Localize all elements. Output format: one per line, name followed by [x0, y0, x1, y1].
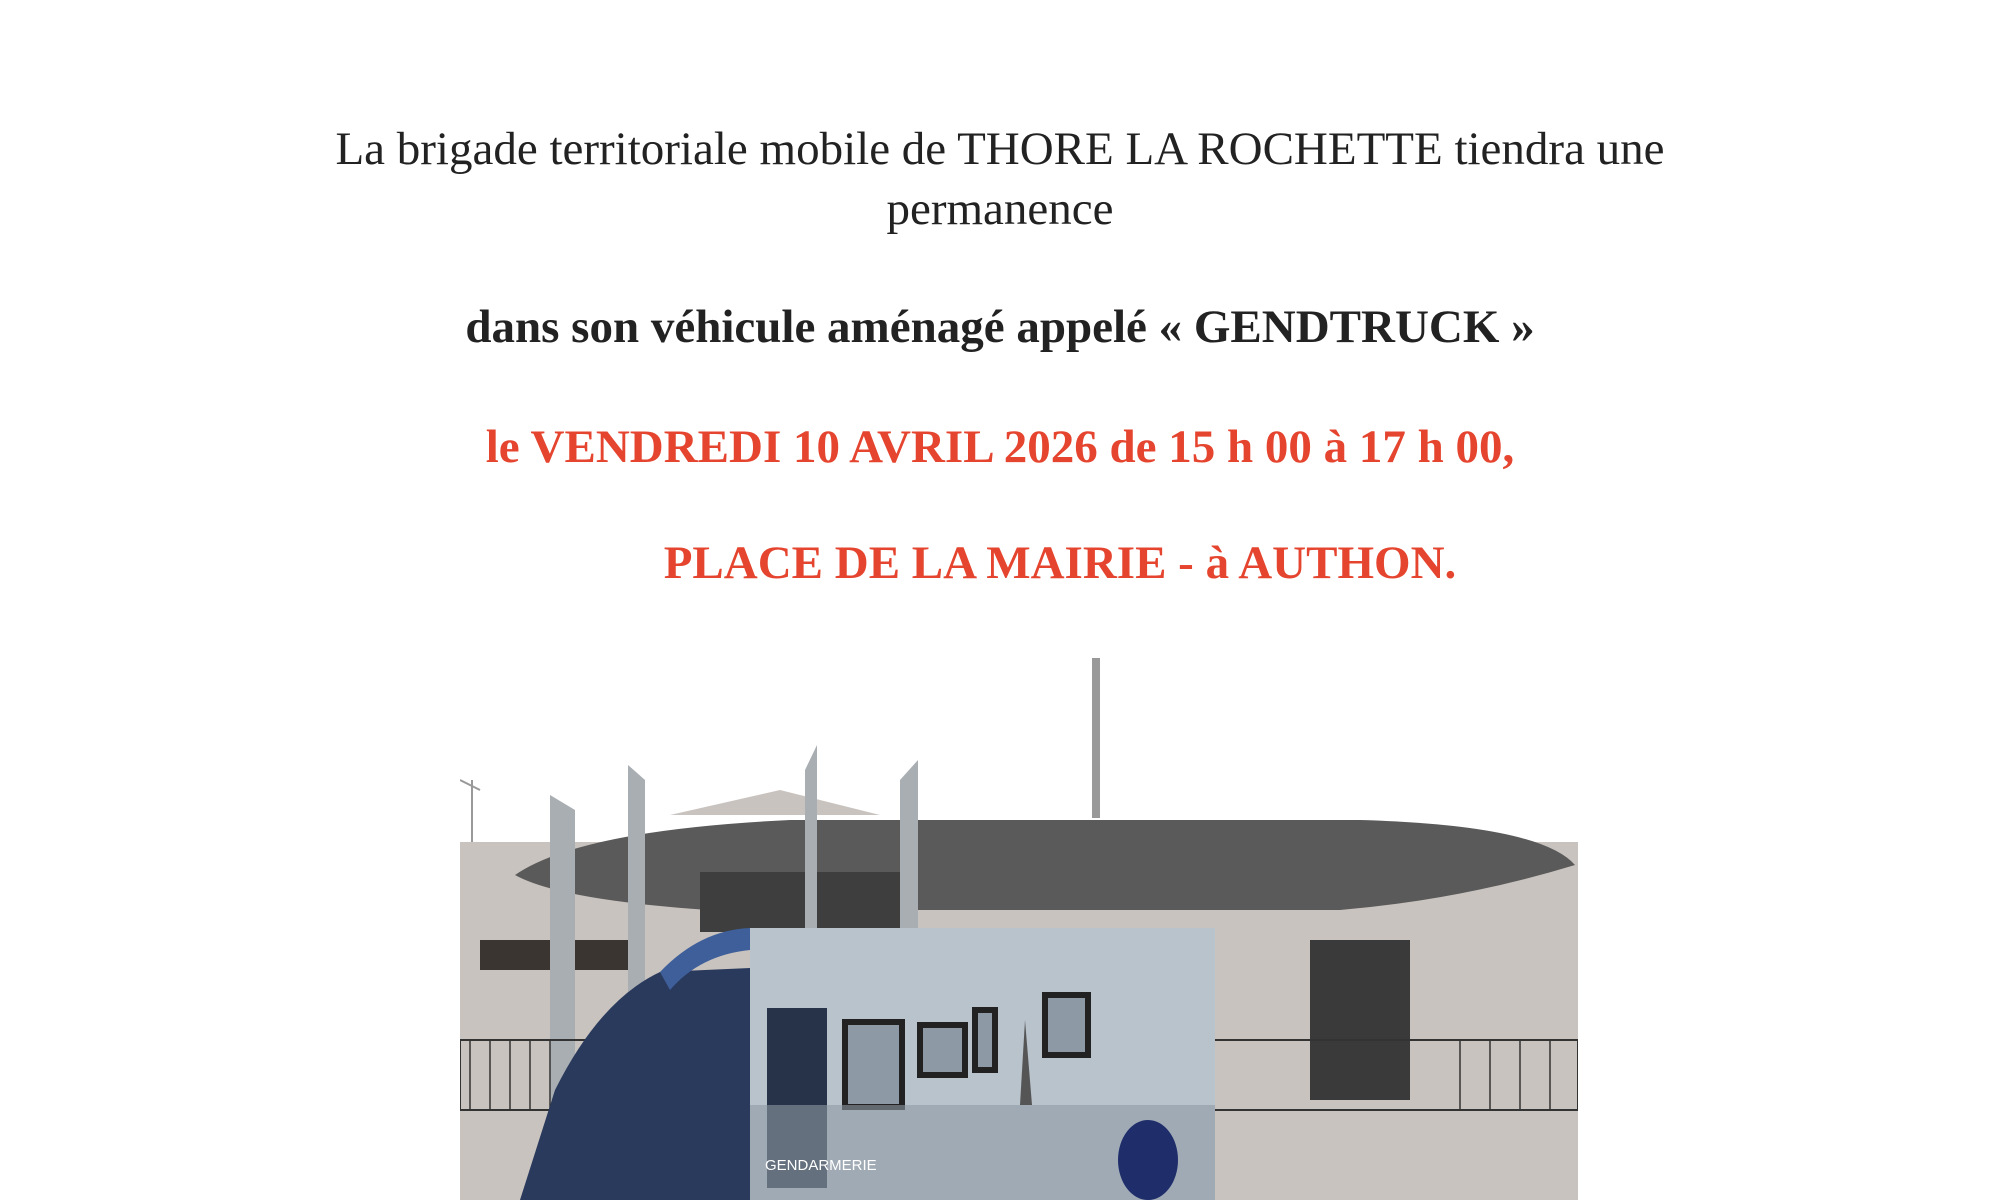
canopy-roof [515, 820, 1575, 910]
antenna-mast [1092, 658, 1100, 818]
gendtruck-photo [460, 650, 1578, 1200]
date-time-text: le VENDREDI 10 AVRIL 2026 de 15 h 00 à 17 h 00, [485, 421, 1515, 473]
intro-text: La brigade territoriale mobile de THORE LA ROCHETTE tiendra une [335, 123, 1665, 175]
truck-label: GENDARMERIE [765, 1157, 877, 1174]
intro-text-continued: permanence [886, 183, 1114, 235]
vehicle-text: dans son véhicule aménagé appelé « GENDTRUCK » [465, 301, 1535, 353]
location-text: PLACE DE LA MAIRIE - à AUTHON. [663, 537, 1457, 589]
